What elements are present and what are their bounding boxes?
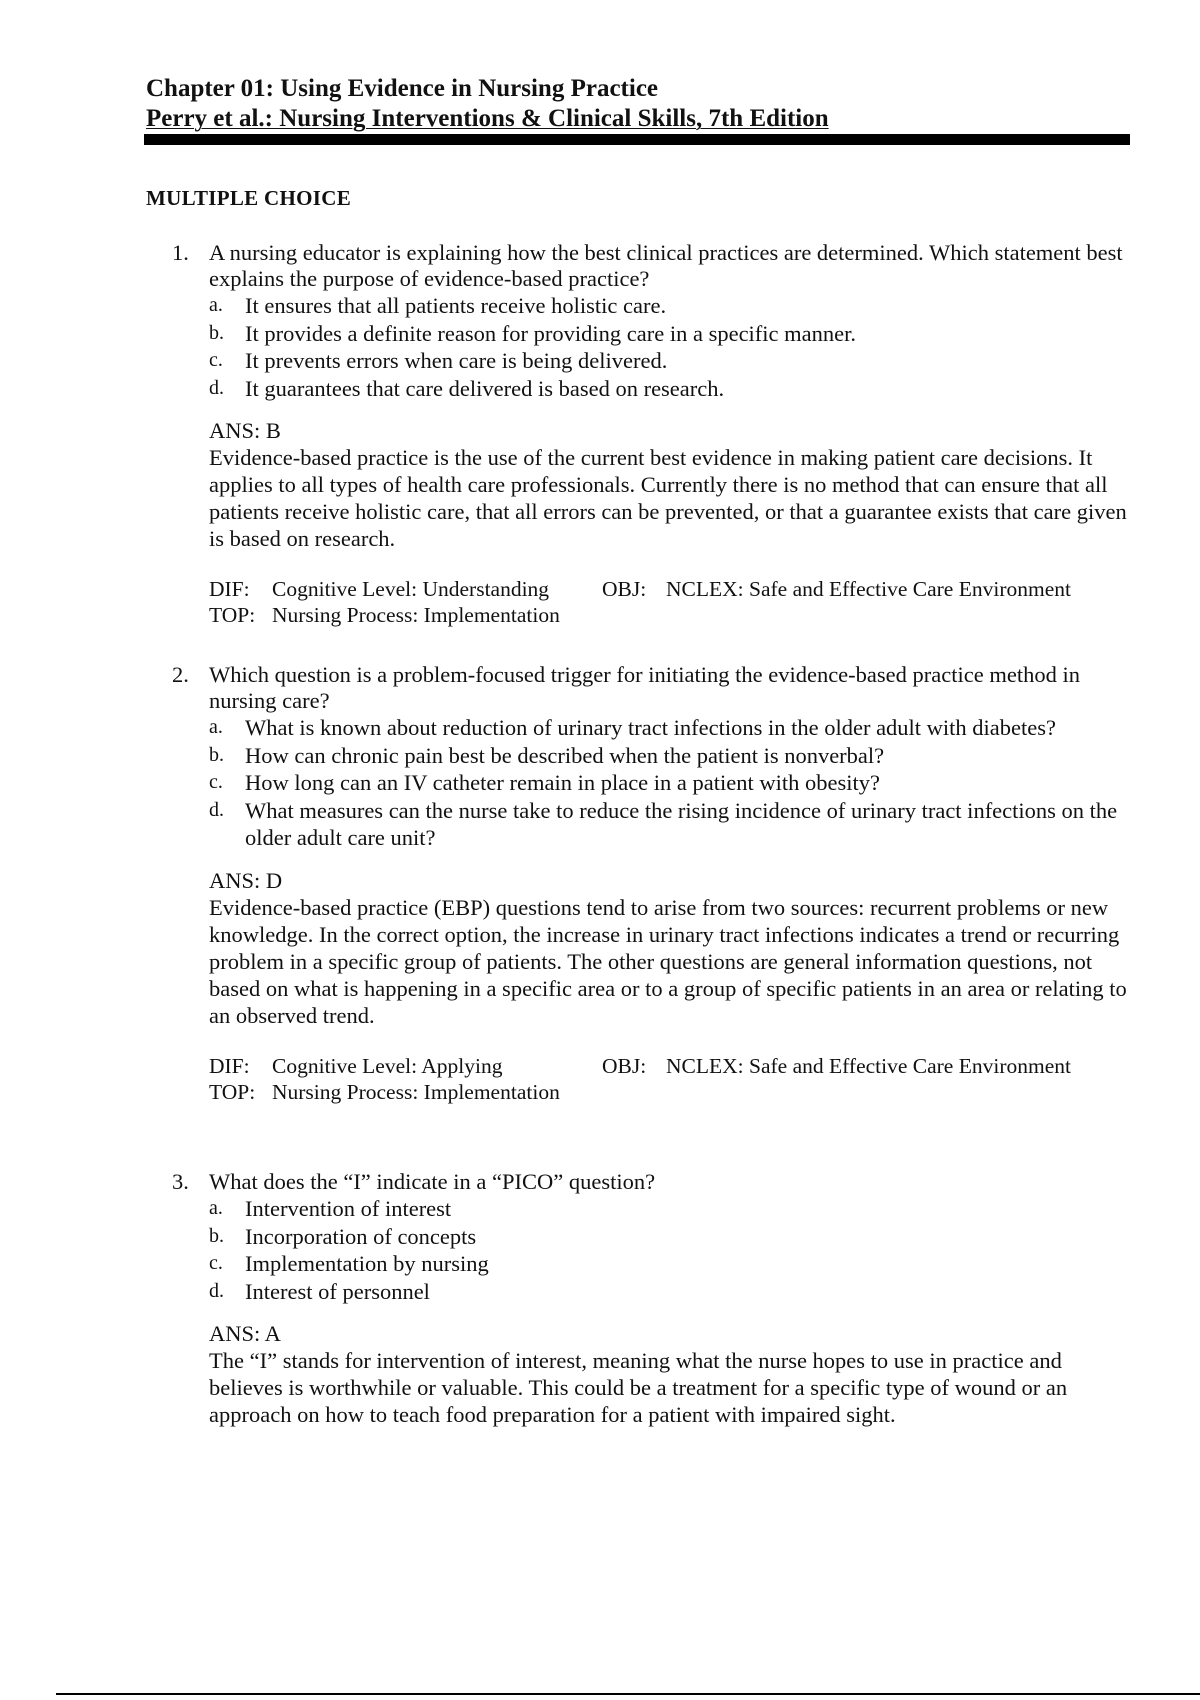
question-number: 2. [172,662,189,687]
option-a [172,714,1132,742]
question-number: 3. [172,1169,189,1194]
question-stem [172,662,1132,714]
option-letter: b. [209,743,224,766]
answer-block [172,868,1132,1029]
question-metadata [172,576,1132,628]
book-title: Perry et al.: Nursing Interventions & Clinical Skills, 7th Edition [146,105,829,132]
question-1 [172,240,1132,628]
question-2 [172,662,1132,1105]
obj-value: NCLEX: Safe and Effective Care Environment [666,577,1071,601]
dif-value: Cognitive Level: Applying [272,1053,503,1078]
option-list [172,1195,1132,1305]
option-list [172,714,1132,852]
option-a [172,1195,1132,1223]
answer-key: ANS: D [209,867,283,893]
option-b [172,742,1132,770]
obj-label: OBJ: [602,577,647,601]
option-d [172,375,1132,403]
top-label: TOP: [209,1079,256,1104]
option-letter: d. [209,1279,224,1302]
obj-label: OBJ: [602,1053,647,1078]
option-text: Interest of personnel [245,1278,430,1304]
option-text: Incorporation of concepts [245,1223,477,1249]
header-rule [144,134,1130,145]
option-text: Implementation by nursing [245,1251,489,1276]
option-letter: d. [209,798,224,821]
question-metadata [172,1053,1132,1105]
footer-rule [56,1693,1200,1695]
answer-key: ANS: B [209,418,281,443]
answer-block [172,418,1132,552]
dif-label: DIF: [209,577,250,601]
option-text: It provides a definite reason for providing care in a specific manner. [245,320,857,346]
obj-value: NCLEX: Safe and Effective Care Environment [666,1053,1071,1078]
option-text: It prevents errors when care is being delivered. [245,348,668,373]
option-letter: d. [209,376,224,399]
page-header [146,74,1130,134]
top-label: TOP: [209,603,256,627]
option-d [172,797,1132,852]
rationale: The “I” stands for intervention of interest, meaning what the nurse hopes to use in practice and believes is worthwhile or valuable. This could be a treatment for a specific type of wound or an approach on how to teach food preparation for a patient with impaired sight. [209,1348,1068,1427]
option-letter: a. [209,294,223,316]
option-c [172,347,1132,375]
option-text: What measures can the nurse take to reduce the rising incidence of urinary tract infections on the older adult care unit? [245,797,1118,850]
question-number: 1. [172,240,189,265]
option-letter: b. [209,1224,224,1247]
option-text: How long can an IV catheter remain in place in a patient with obesity? [245,770,880,795]
option-letter: a. [209,716,223,738]
question-text: What does the “I” indicate in a “PICO” question? [209,1169,656,1194]
question-text: A nursing educator is explaining how the best clinical practices are determined. Which statement best explains the purpose of evidence-based practice? [209,240,1123,291]
option-a [172,292,1132,320]
option-b [172,1223,1132,1251]
option-d [172,1278,1132,1306]
chapter-title: Chapter 01: Using Evidence in Nursing Practice [146,75,659,102]
answer-key: ANS: A [209,1321,281,1346]
option-text: How can chronic pain best be described when the patient is nonverbal? [245,742,885,768]
option-text: It guarantees that care delivered is based on research. [245,375,725,401]
option-text: It ensures that all patients receive holistic care. [245,293,667,318]
rationale: Evidence-based practice is the use of the current best evidence in making patient care decisions. It applies to all types of health care professionals. Currently there is no method that can ensure that all patients receive holistic care, that all errors can be prevented, or that a guarantee exists that care given is based on research. [209,445,1127,551]
option-letter: b. [209,321,224,344]
option-letter: c. [209,349,223,371]
option-letter: c. [209,1252,223,1274]
top-value: Nursing Process: Implementation [272,603,560,627]
option-c [172,769,1132,797]
dif-value: Cognitive Level: Understanding [272,577,550,601]
option-text: What is known about reduction of urinary tract infections in the older adult with diabetes? [245,715,1057,740]
top-value: Nursing Process: Implementation [272,1079,560,1104]
rationale: Evidence-based practice (EBP) questions tend to arise from two sources: recurrent problems or new knowledge. In the correct option, the increase in urinary tract infections indicates a trend or recurring problem in a specific group of patients. The other questions are general information questions, not based on what is happening in a specific area or to a group of specific patients in an area or relating to an observed trend. [209,894,1127,1028]
option-list [172,292,1132,402]
option-c [172,1250,1132,1278]
option-letter: a. [209,1197,223,1219]
option-letter: c. [209,771,223,793]
section-title: MULTIPLE CHOICE [146,186,352,210]
question-stem [172,240,1132,292]
answer-block [172,1321,1132,1428]
dif-label: DIF: [209,1053,250,1078]
option-text: Intervention of interest [245,1196,452,1221]
option-b [172,320,1132,348]
question-3 [172,1169,1132,1428]
question-stem [172,1169,1132,1195]
question-text: Which question is a problem-focused trigger for initiating the evidence-based practice method in nursing care? [209,662,1080,713]
